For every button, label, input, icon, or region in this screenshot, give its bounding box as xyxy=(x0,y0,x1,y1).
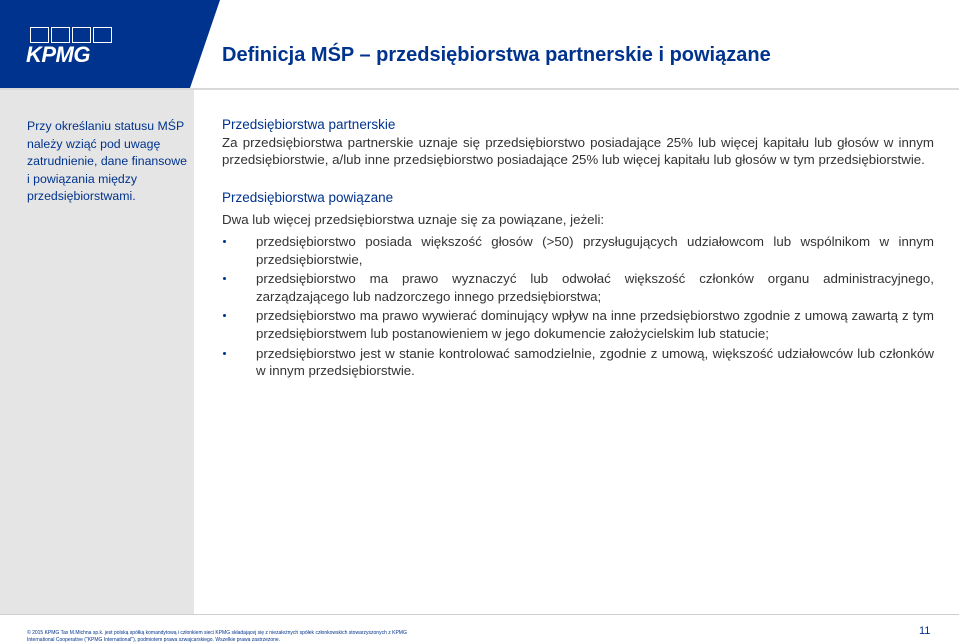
partner-text: Za przedsiębiorstwa partnerskie uznaje się przedsiębiorstwo posiadające 25% lub więcej kapitału lub głosów w innym przedsiębiorstwie, a/lub inne przedsiębiorstwo posiadające 25% lub więcej kapitału lub głosów w tym przedsiębiorstwie. xyxy=(222,134,934,168)
footer-divider xyxy=(0,614,959,615)
page-title: Definicja MŚP – przedsiębiorstwa partnerskie i powiązane xyxy=(222,44,771,66)
sidebar-panel xyxy=(0,90,194,614)
partner-heading: Przedsiębiorstwa partnerskie xyxy=(222,117,396,132)
footer-copyright: © 2015 KPMG Tax M.Michna sp.k. jest polską spółką komandytową i członkiem sieci KPMG składającej się z niezależnych spółek członkowskich stowarzyszonych z KPMG International Cooperative ("KPMG International"), podmiotem prawa szwajcarskiego. Wszelkie prawa zastrzeżone. xyxy=(27,630,407,643)
linked-intro: Dwa lub więcej przedsiębiorstwa uznaje się za powiązane, jeżeli: xyxy=(222,212,605,228)
list-item: przedsiębiorstwo ma prawo wyznaczyć lub odwołać większość członków organu administracyjnego, zarządzającego lub nadzorczego innego przedsiębiorstwa; xyxy=(222,270,934,305)
list-item: przedsiębiorstwo posiada większość głosów (>50) przysługujących udziałowcom lub wspólnikom w innym przedsiębiorstwie, xyxy=(222,233,934,268)
page-number: 11 xyxy=(919,625,931,637)
logo-boxes-icon xyxy=(30,27,112,43)
linked-criteria-list xyxy=(222,233,934,380)
kpmg-logo xyxy=(0,0,220,88)
list-item: przedsiębiorstwo ma prawo wywierać dominujący wpływ na inne przedsiębiorstwo zgodnie z umową zawartą z tym przedsiębiorstwem lub postanowieniem w jego dokumencie założycielskim lub statucie; xyxy=(222,307,934,342)
list-item: przedsiębiorstwo jest w stanie kontrolować samodzielnie, zgodnie z umową, większość udziałowców lub członków w innym przedsiębiorstwie. xyxy=(222,345,934,380)
linked-heading: Przedsiębiorstwa powiązane xyxy=(222,189,394,205)
sidebar-note: Przy określaniu statusu MŚP należy wziąć pod uwagę zatrudnienie, dane finansowe i powiązania między przedsiębiorstwami. xyxy=(27,119,187,203)
slide-header xyxy=(0,0,959,88)
logo-wordmark: KPMG xyxy=(26,42,90,67)
main-content xyxy=(222,116,934,382)
